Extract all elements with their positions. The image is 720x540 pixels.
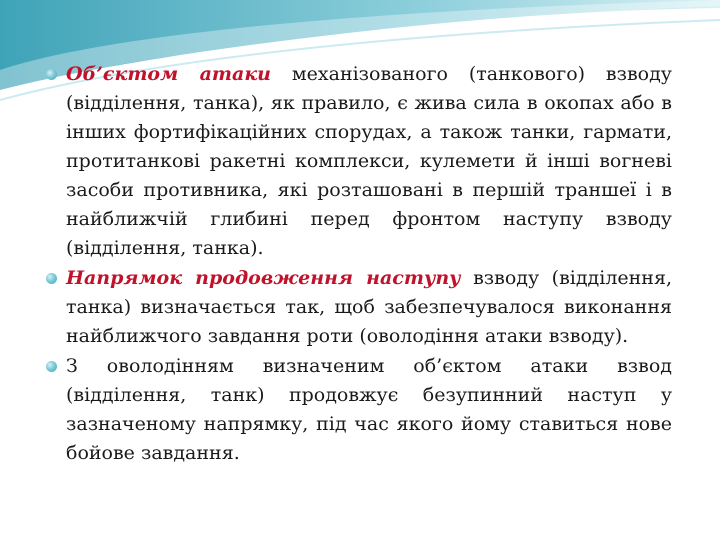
bullet-text: механізованого (танкового) взводу (відділення, танка), як правило, є жива сила в окопах або в інших фортифікаційних спорудах, а також танки, гармати, протитанкові ракетні комплекси, кулемети й інші вогневі засоби противника, які розташовані в першій траншеї і в найближчій глибині перед фронтом наступу взводу (відділення, танка). [66, 63, 672, 259]
bullet-item [46, 264, 672, 351]
bullet-list [46, 60, 672, 469]
bullet-item [46, 352, 672, 468]
bullet-emphasis: Напрямок продовження наступу [66, 267, 461, 289]
bullet-icon [46, 273, 57, 284]
bullet-icon [46, 69, 57, 80]
bullet-text: взводу (відділення, танка) визначається так, щоб забезпечувалося виконання найближчого завдання роти (оволодіння атаки взводу). [66, 267, 672, 347]
bullet-emphasis: Об’єктом атаки [66, 63, 271, 85]
bullet-text: З оволодінням визначеним об’єктом атаки взвод (відділення, танк) продовжує безупинний наступ у зазначеному напрямку, під час якого йому ставиться нове бойове завдання. [66, 355, 672, 464]
bullet-item [46, 60, 672, 263]
bullet-icon [46, 361, 57, 372]
